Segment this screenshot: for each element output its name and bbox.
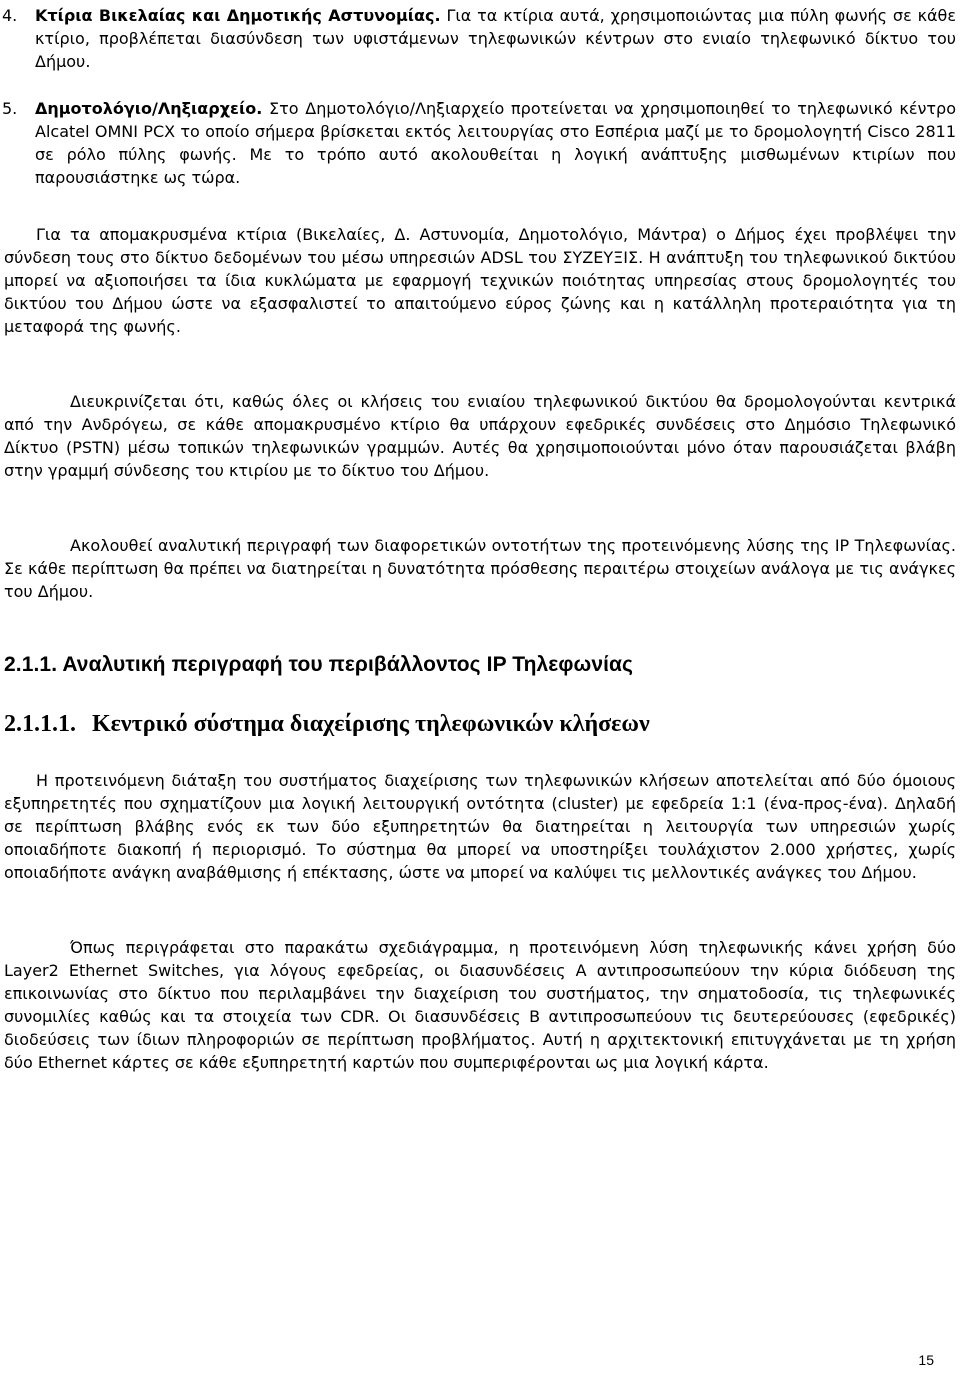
list-item-text: Στο Δημοτολόγιο/Ληξιαρχείο προτείνεται να χρησιμοποιηθεί το τηλεφωνικό κέντρο Alcatel OMNI PCX το οποίο σήμερα βρίσκεται εκτός λειτουργίας στο Εσπέρια μαζί με το δρομολογητή Cisco 2811 σε ρόλο πύλης φωνής. Με το τρόπο αυτό ακολουθείται η λογική ανάπτυξης μισθωμένων κτιρίων που παρουσιάστηκε ως τώρα. [35,99,956,187]
paragraph-following: Ακολουθεί αναλυτική περιγραφή των διαφορετικών οντοτήτων της προτεινόμενης λύσης της IP Τηλεφωνίας. Σε κάθε περίπτωση θα πρέπει να διατηρείται η δυνατότητα πρόσθεσης περαιτέρω στοιχείων ανάλογα με τις ανάγκες του Δήμου. [4,536,956,601]
list-item-5 [2,97,956,189]
section-number: 2.1.1.1. [4,711,76,737]
page-number: 15 [918,1352,934,1368]
paragraph-diagram-description: Όπως περιγράφεται στο παρακάτω σχεδιάγραμμα, η προτεινόμενη λύση τηλεφωνικής κάνει χρήση δύο Layer2 Ethernet Switches, για λόγους εφεδρείας, οι διασυνδέσεις Α αντιπροσωπεύουν την κύρια διόδευση της επικοινωνίας στο δίκτυο που περιλαμβάνει την διαχείριση του συστήματος, την σηματοδοσία, τις τηλεφωνικές συνομιλίες καθώς και τα στοιχεία των CDR. Οι διασυνδέσεις Β αντιπροσωπεύουν τις δευτερεύουσες (εφεδρικές) διοδεύσεις των ίδιων πληροφοριών σε περίπτωση προβλήματος. Αυτή η αρχιτεκτονική επιτυγχάνεται με τη χρήση δύο Ethernet κάρτες σε κάθε εξυπηρετητή καρτών που συμπεριφέρονται ως μια λογική κάρτα. [4,938,956,1072]
paragraph-remote-buildings: Για τα απομακρυσμένα κτίρια (Βικελαίες, Δ. Αστυνομία, Δημοτολόγιο, Μάντρα) ο Δήμος έχει προβλέψει την σύνδεση τους στο δίκτυο δεδομένων του μέσω υπηρεσιών ADSL του ΣΥΖΕΥΞΙΣ. Η ανάπτυξη του τηλεφωνικού δικτύου μπορεί να αξιοποιήσει τα ίδια κυκλώματα με εφαρμογή τεχνικών ποιότητας υπηρεσίας στους δρομολογητές του δικτύου του Δήμου ώστε να εξασφαλιστεί το απαιτούμενο εύρος ζώνης και η κατάλληλη προτεραιότητα για τη μεταφορά της φωνής. [4,225,956,336]
section-number: 2.1.1. [4,653,58,676]
list-item-4 [2,4,956,73]
list-item-title: Κτίρια Βικελαίας και Δημοτικής Αστυνομίας. [35,6,441,25]
section-title: Αναλυτική περιγραφή του περιβάλλοντος IP Τηλεφωνίας [62,653,634,676]
paragraph-proposed-setup: Η προτεινόμενη διάταξη του συστήματος διαχείρισης των τηλεφωνικών κλήσεων αποτελείται από δύο όμοιους εξυπηρετητές που σχηματίζουν μια λογική λειτουργική οντότητα (cluster) με εφεδρεία 1:1 (ένα-προς-ένα). Δηλαδή σε περίπτωση βλάβης ενός εκ των δύο εξυπηρετητών θα διατηρείται η λειτουργία των υπηρεσιών χωρίς οποιαδήποτε διακοπή ή περιορισμό. Το σύστημα θα μπορεί να υποστηρίξει τουλάχιστον 2.000 χρήστες, χωρίς οποιαδήποτε ανάγκη αναβάθμισης ή επέκτασης, ώστε να μπορεί να καλύψει τις μελλοντικές ανάγκες του Δήμου. [4,771,956,882]
list-item-number: 5. [2,99,18,118]
section-heading-2-1-1-1 [4,710,956,738]
section-heading-2-1-1 [4,652,956,678]
paragraph-clarification: Διευκρινίζεται ότι, καθώς όλες οι κλήσεις του ενιαίου τηλεφωνικού δικτύου θα δρομολογούνται κεντρικά από την Ανδρόγεω, σε κάθε απομακρυσμένο κτίριο θα υπάρχουν εφεδρικές συνδέσεις στο Δημόσιο Τηλεφωνικό Δίκτυο (PSTN) μέσω τοπικών τηλεφωνικών γραμμών. Αυτές θα χρησιμοποιούνται μόνο όταν παρουσιάζεται βλάβη στην γραμμή σύνδεσης του κτιρίου με το δίκτυο του Δήμου. [4,392,956,480]
section-title: Κεντρικό σύστημα διαχείρισης τηλεφωνικών κλήσεων [92,711,650,737]
list-item-title: Δημοτολόγιο/Ληξιαρχείο. [35,99,263,118]
list-item-text: Για τα κτίρια αυτά, χρησιμοποιώντας μια πύλη φωνής σε κάθε κτίριο, προβλέπεται διασύνδεση των υφιστάμενων τηλεφωνικών κέντρων στο ενιαίο τηλεφωνικό δίκτυο του Δήμου. [35,6,956,71]
list-item-number: 4. [2,6,18,25]
